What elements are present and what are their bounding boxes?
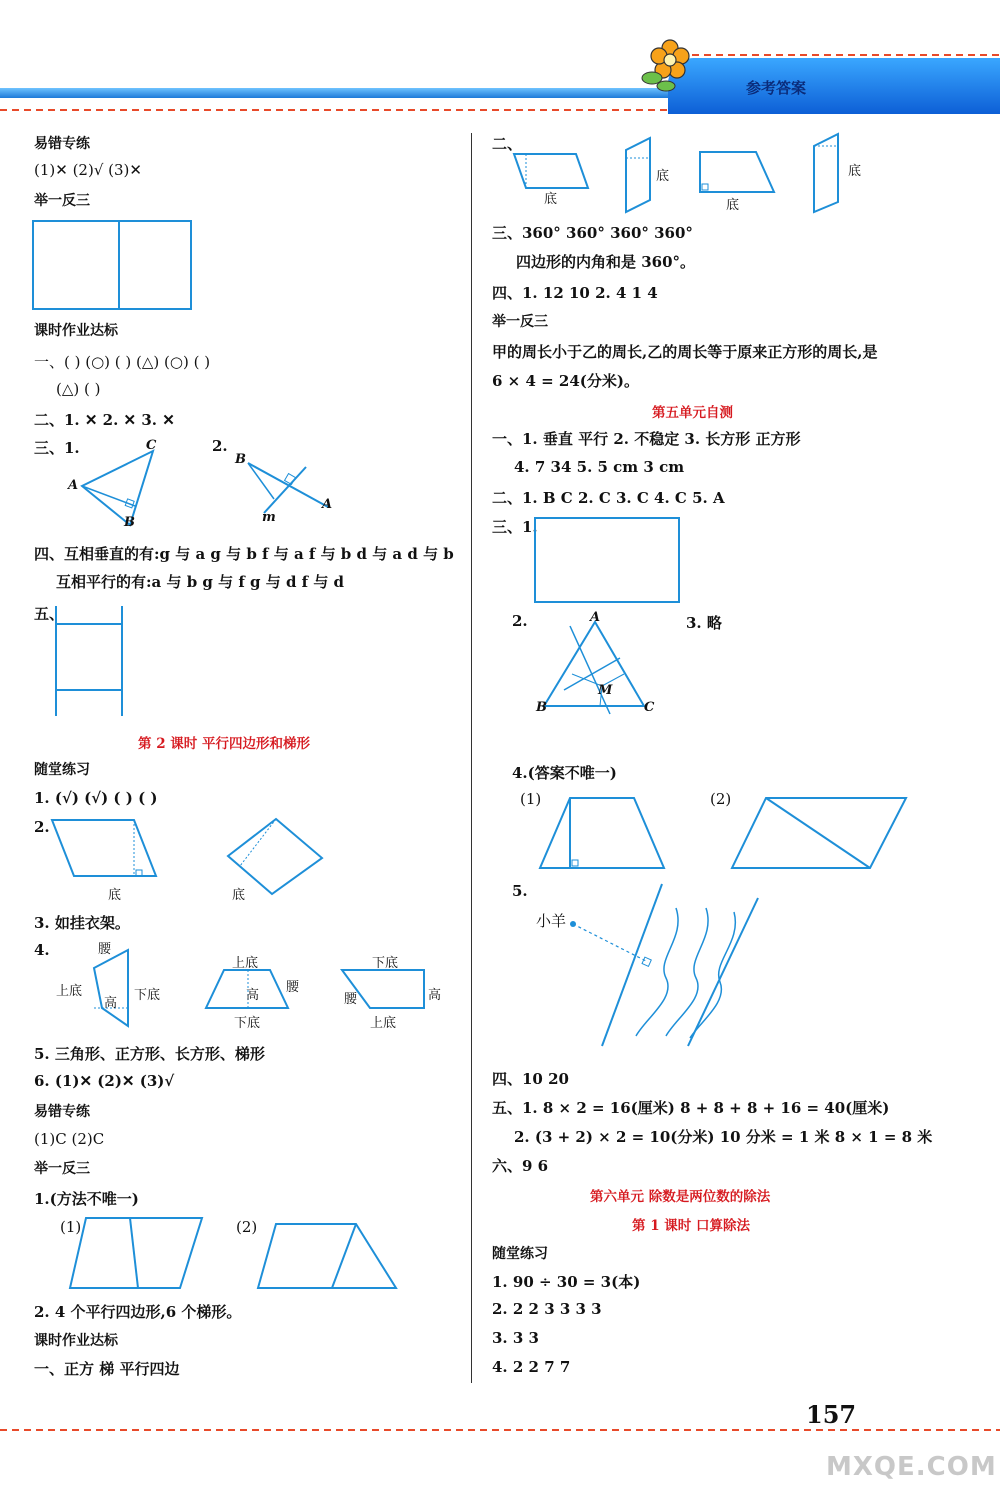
figure-rectangle bbox=[533, 516, 683, 606]
label-keshi: 课时作业达标 bbox=[34, 1333, 118, 1349]
answer-line: (1)C (2)C bbox=[34, 1130, 105, 1148]
point-label: C bbox=[644, 700, 655, 715]
figure-rectangle-split bbox=[30, 218, 200, 313]
answer-line: 3. 如挂衣架。 bbox=[34, 914, 130, 932]
label-yicuo: 易错专练 bbox=[34, 1104, 90, 1120]
figure-label: 腰 bbox=[286, 980, 300, 995]
answer-line: 一、( ) (○) ( ) (△) (○) ( ) bbox=[34, 353, 211, 371]
label-juyi: 举一反三 bbox=[34, 193, 90, 209]
answer-line: 6 × 4 = 24(分米)。 bbox=[492, 372, 639, 390]
section-heading: 第五单元自测 bbox=[652, 405, 733, 421]
answer-line: 4. bbox=[34, 941, 50, 959]
answer-line: 4. 2 2 7 7 bbox=[492, 1358, 571, 1376]
flower-icon bbox=[632, 36, 702, 96]
sub-label: (2) bbox=[236, 1218, 258, 1236]
answer-line: 四、10 20 bbox=[492, 1070, 569, 1088]
answer-line: 6. (1)✕ (2)✕ (3)√ bbox=[34, 1072, 175, 1090]
figure-parallelogram-cut bbox=[68, 1216, 208, 1291]
answer-line: 二、1. B C 2. C 3. C 4. C 5. A bbox=[492, 489, 725, 507]
point-label: M bbox=[598, 683, 613, 698]
label-yicuo: 易错专练 bbox=[34, 136, 90, 152]
header-title: 参考答案 bbox=[746, 79, 807, 97]
page-number: 157 bbox=[806, 1400, 857, 1429]
answer-line: 互相平行的有:a 与 b g 与 f g 与 d f 与 d bbox=[56, 573, 345, 591]
answer-line: 一、正方 梯 平行四边 bbox=[34, 1360, 180, 1378]
answer-line: 2. bbox=[212, 437, 228, 455]
section-heading: 第 2 课时 平行四边形和梯形 bbox=[138, 736, 310, 752]
answer-line: 五、1. 8 × 2 = 16(厘米) 8 + 8 + 8 + 16 = 40(厘米) bbox=[492, 1099, 890, 1117]
figure-label: 高 bbox=[104, 996, 118, 1011]
figure-label: 底 bbox=[232, 888, 246, 903]
figure-label: 上底 bbox=[232, 956, 259, 971]
point-label: A bbox=[68, 478, 79, 493]
header-tab bbox=[668, 58, 1000, 114]
figure-trapezoid-4 bbox=[698, 150, 778, 195]
answer-line: 2. 2 2 3 3 3 3 bbox=[492, 1300, 602, 1318]
answer-line: 2. 4 个平行四边形,6 个梯形。 bbox=[34, 1303, 242, 1321]
answer-line: 1. (√) (√) ( ) ( ) bbox=[34, 789, 158, 807]
section-heading: 第 1 课时 口算除法 bbox=[632, 1218, 750, 1234]
answer-line: 甲的周长小于乙的周长,乙的周长等于原来正方形的周长,是 bbox=[492, 343, 878, 361]
figure-label: 底 bbox=[108, 888, 122, 903]
figure-label: 底 bbox=[726, 198, 740, 213]
point-label: m bbox=[262, 510, 276, 525]
answer-line: 1.(方法不唯一) bbox=[34, 1190, 139, 1208]
answer-line: 五、 bbox=[34, 605, 65, 623]
point-label: C bbox=[146, 438, 157, 453]
answer-line: 4.(答案不唯一) bbox=[512, 764, 617, 782]
label-keshi: 课时作业达标 bbox=[34, 323, 118, 339]
point-label: B bbox=[124, 515, 135, 530]
figure-label: 底 bbox=[544, 192, 558, 207]
answer-line: 四边形的内角和是 360°。 bbox=[516, 253, 696, 271]
point-label: A bbox=[590, 610, 601, 625]
answer-line: 一、1. 垂直 平行 2. 不稳定 3. 长方形 正方形 bbox=[492, 430, 801, 448]
figure-trapezoid-1 bbox=[88, 948, 138, 1028]
answer-line: 四、互相垂直的有:g 与 a g 与 b f 与 a f 与 b d 与 a d 与 b bbox=[34, 545, 454, 563]
figure-trapezoid-cut bbox=[256, 1222, 401, 1297]
sub-label: (1) bbox=[520, 790, 542, 808]
answer-line: 1. 90 ÷ 30 = 3(本) bbox=[492, 1273, 641, 1291]
figure-label: 腰 bbox=[344, 992, 358, 1007]
answer-line: 3. 略 bbox=[686, 614, 722, 632]
answer-line: 5. bbox=[512, 882, 528, 900]
column-divider bbox=[471, 133, 472, 1383]
answer-line: (1)✕ (2)√ (3)✕ bbox=[34, 161, 142, 179]
point-label: A bbox=[322, 497, 333, 512]
figure-perpendicular-lines bbox=[236, 455, 346, 535]
figure-river-path bbox=[566, 878, 766, 1048]
sub-label: (2) bbox=[710, 790, 732, 808]
watermark: MXQE.COM bbox=[826, 1452, 997, 1482]
answer-line: 5. 三角形、正方形、长方形、梯形 bbox=[34, 1045, 265, 1063]
point-label: B bbox=[235, 452, 246, 467]
figure-trapezoid-divided bbox=[538, 796, 668, 872]
answer-line: 3. 3 3 bbox=[492, 1329, 539, 1347]
figure-parallelogram-height bbox=[50, 816, 170, 881]
figure-label: 上底 bbox=[370, 1016, 397, 1031]
answer-line: 4. 7 34 5. 5 cm 3 cm bbox=[514, 458, 685, 476]
answer-line: 2. bbox=[512, 612, 528, 630]
figure-triangle-height bbox=[68, 438, 178, 533]
figure-label: 高 bbox=[246, 988, 260, 1003]
answer-line: 三、360° 360° 360° 360° bbox=[492, 224, 693, 242]
figure-ladder bbox=[52, 604, 142, 719]
figure-label: 高 bbox=[428, 988, 442, 1003]
point-label: B bbox=[536, 700, 547, 715]
section-heading: 第六单元 除数是两位数的除法 bbox=[590, 1189, 771, 1205]
figure-label: 腰 bbox=[98, 942, 112, 957]
figure-label: 底 bbox=[848, 164, 862, 179]
answer-line: 三、1. bbox=[492, 518, 538, 536]
answer-line: 四、1. 12 10 2. 4 1 4 bbox=[492, 284, 658, 302]
figure-trapezoid-vertical bbox=[808, 132, 848, 214]
figure-label: 上底 bbox=[56, 984, 83, 999]
answer-line: 2. (3 + 2) × 2 = 10(分米) 10 分米 = 1 米 8 × 1 = 8 米 bbox=[514, 1128, 933, 1146]
answer-line: 二、1. ✕ 2. ✕ 3. ✕ bbox=[34, 411, 175, 429]
sub-label: (1) bbox=[60, 1218, 82, 1236]
answer-line: 2. bbox=[34, 818, 50, 836]
answer-line: 三、1. bbox=[34, 439, 80, 457]
answer-line: 二、 bbox=[492, 135, 523, 153]
figure-label: 下底 bbox=[372, 956, 399, 971]
answer-line: 六、9 6 bbox=[492, 1157, 549, 1175]
figure-triangle-bisectors bbox=[540, 618, 650, 708]
label-suitang: 随堂练习 bbox=[34, 762, 90, 778]
answer-line: (△) ( ) bbox=[56, 380, 101, 398]
label-suitang: 随堂练习 bbox=[492, 1246, 548, 1262]
figure-label: 下底 bbox=[134, 988, 161, 1003]
header-blue-line bbox=[0, 88, 668, 98]
label-juyi: 举一反三 bbox=[492, 314, 548, 330]
figure-label: 下底 bbox=[234, 1016, 261, 1031]
figure-parallelogram-vertical bbox=[618, 136, 658, 216]
figure-label: 底 bbox=[656, 169, 670, 184]
label-juyi: 举一反三 bbox=[34, 1161, 90, 1177]
sheep-label: 小羊 bbox=[536, 912, 567, 930]
figure-parallelogram-height-2 bbox=[512, 152, 592, 192]
figure-parallelogram-diagonal bbox=[730, 796, 910, 872]
